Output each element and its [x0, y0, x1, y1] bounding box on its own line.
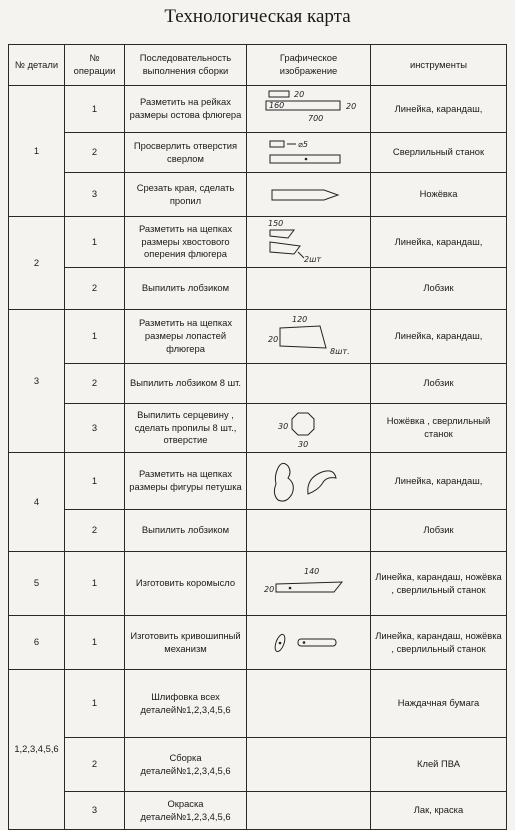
table-row	[9, 552, 507, 616]
header-tools: инструменты	[371, 45, 507, 86]
table-row	[9, 510, 507, 552]
operation-number: 2	[65, 364, 125, 404]
detail-number: 6	[9, 616, 65, 670]
detail-number: 5	[9, 552, 65, 616]
image-cell	[247, 738, 371, 792]
sequence-cell: Шлифовка всех деталей№1,2,3,4,5,6	[125, 670, 247, 738]
sketch-label: 140	[303, 566, 319, 576]
table-row	[9, 310, 507, 364]
operation-number: 1	[65, 670, 125, 738]
image-cell	[247, 552, 371, 616]
tools-cell: Линейка, карандаш,	[371, 310, 507, 364]
table-row	[9, 268, 507, 310]
blade-sketch-image	[254, 312, 364, 362]
header-detail: № детали	[9, 45, 65, 86]
table-row	[9, 670, 507, 738]
table-row	[9, 133, 507, 173]
header-sequence: Последовательность выполнения сборки	[125, 45, 247, 86]
detail-number: 3	[9, 310, 65, 453]
rooster-sketch-image	[254, 454, 364, 508]
sequence-cell: Просверлить отверстия сверлом	[125, 133, 247, 173]
sequence-cell: Окраска деталей№1,2,3,4,5,6	[125, 792, 247, 830]
operation-number: 2	[65, 738, 125, 792]
tools-cell: Линейка, карандаш, ножёвка , сверлильный станок	[371, 552, 507, 616]
table-row	[9, 616, 507, 670]
operation-number: 3	[65, 792, 125, 830]
sequence-cell: Разметить на щепках размеры хвостового оперения флюгера	[125, 217, 247, 268]
image-cell	[247, 217, 371, 268]
image-cell	[247, 670, 371, 738]
image-cell	[247, 453, 371, 510]
header-row	[9, 45, 507, 86]
image-cell	[247, 364, 371, 404]
tail-sketch-image	[254, 218, 364, 266]
sequence-cell: Изготовить коромысло	[125, 552, 247, 616]
sequence-cell: Выпилить лобзиком 8 шт.	[125, 364, 247, 404]
operation-number: 1	[65, 552, 125, 616]
operation-number: 2	[65, 133, 125, 173]
image-cell	[247, 133, 371, 173]
tools-cell: Линейка, карандаш,	[371, 86, 507, 133]
sketch-label: 20	[267, 334, 278, 344]
image-cell	[247, 404, 371, 453]
sketch-label: ⌀5	[297, 139, 308, 149]
rocker-sketch-image	[254, 562, 364, 606]
sketch-label: 20	[263, 584, 274, 594]
table-row	[9, 364, 507, 404]
table-row	[9, 217, 507, 268]
image-cell	[247, 616, 371, 670]
tools-cell: Лак, краска	[371, 792, 507, 830]
detail-number: 4	[9, 453, 65, 552]
operation-number: 1	[65, 616, 125, 670]
tools-cell: Ножёвка	[371, 173, 507, 217]
detail-number: 1,2,3,4,5,6	[9, 670, 65, 830]
sketch-label: 2шт	[303, 255, 321, 264]
sketch-label: 30	[277, 422, 288, 431]
operation-number: 1	[65, 86, 125, 133]
crank-sketch-image	[254, 623, 364, 663]
sketch-label: 8шт.	[329, 346, 350, 356]
image-cell	[247, 268, 371, 310]
tools-cell: Лобзик	[371, 510, 507, 552]
header-image: Графическое изображение	[247, 45, 371, 86]
tools-cell: Лобзик	[371, 364, 507, 404]
sequence-cell: Разметить на щепках размеры лопастей флюгера	[125, 310, 247, 364]
sketch-label: 150	[267, 219, 283, 228]
image-cell	[247, 173, 371, 217]
tools-cell: Наждачная бумага	[371, 670, 507, 738]
tools-cell: Линейка, карандаш,	[371, 453, 507, 510]
sketch-label: 700	[307, 114, 323, 123]
sequence-cell: Выпилить серцевину , сделать пропилы 8 шт., отверстие	[125, 404, 247, 453]
page-title: Технологическая карта	[164, 6, 351, 27]
drilling-sketch-image	[254, 135, 364, 171]
sequence-cell: Разметить на щепках размеры фигуры петушка	[125, 453, 247, 510]
image-cell	[247, 310, 371, 364]
detail-number: 1	[9, 86, 65, 217]
tools-cell: Линейка, карандаш, ножёвка , сверлильный станок	[371, 616, 507, 670]
operation-number: 2	[65, 510, 125, 552]
sequence-cell: Выпилить лобзиком	[125, 268, 247, 310]
image-cell	[247, 86, 371, 133]
sketch-label: 160	[268, 101, 284, 110]
technology-table	[8, 44, 507, 830]
operation-number: 3	[65, 173, 125, 217]
core-sketch-image	[254, 405, 364, 451]
sketch-label: 20	[293, 90, 304, 99]
operation-number: 1	[65, 310, 125, 364]
operation-number: 3	[65, 404, 125, 453]
tools-cell: Линейка, карандаш,	[371, 217, 507, 268]
table-row	[9, 86, 507, 133]
header-operation: № операции	[65, 45, 125, 86]
sequence-cell: Срезать края, сделать пропил	[125, 173, 247, 217]
tools-cell: Ножёвка , сверлильный станок	[371, 404, 507, 453]
tools-cell: Лобзик	[371, 268, 507, 310]
cut-sketch-image	[254, 180, 364, 210]
tools-cell: Клей ПВА	[371, 738, 507, 792]
sequence-cell: Изготовить кривошипный механизм	[125, 616, 247, 670]
tools-cell: Сверлильный станок	[371, 133, 507, 173]
sketch-label: 120	[291, 314, 307, 324]
sequence-cell: Сборка деталей№1,2,3,4,5,6	[125, 738, 247, 792]
table-row	[9, 173, 507, 217]
sketch-label: 20	[345, 102, 356, 111]
detail-number: 2	[9, 217, 65, 310]
sketch-label: 30	[297, 440, 308, 449]
table-row	[9, 738, 507, 792]
operation-number: 1	[65, 217, 125, 268]
table-row	[9, 404, 507, 453]
operation-number: 2	[65, 268, 125, 310]
operation-number: 1	[65, 453, 125, 510]
table-row	[9, 453, 507, 510]
image-cell	[247, 510, 371, 552]
sequence-cell: Выпилить лобзиком	[125, 510, 247, 552]
rail-sketch-image	[254, 87, 364, 131]
sequence-cell: Разметить на рейках размеры остова флюгера	[125, 86, 247, 133]
